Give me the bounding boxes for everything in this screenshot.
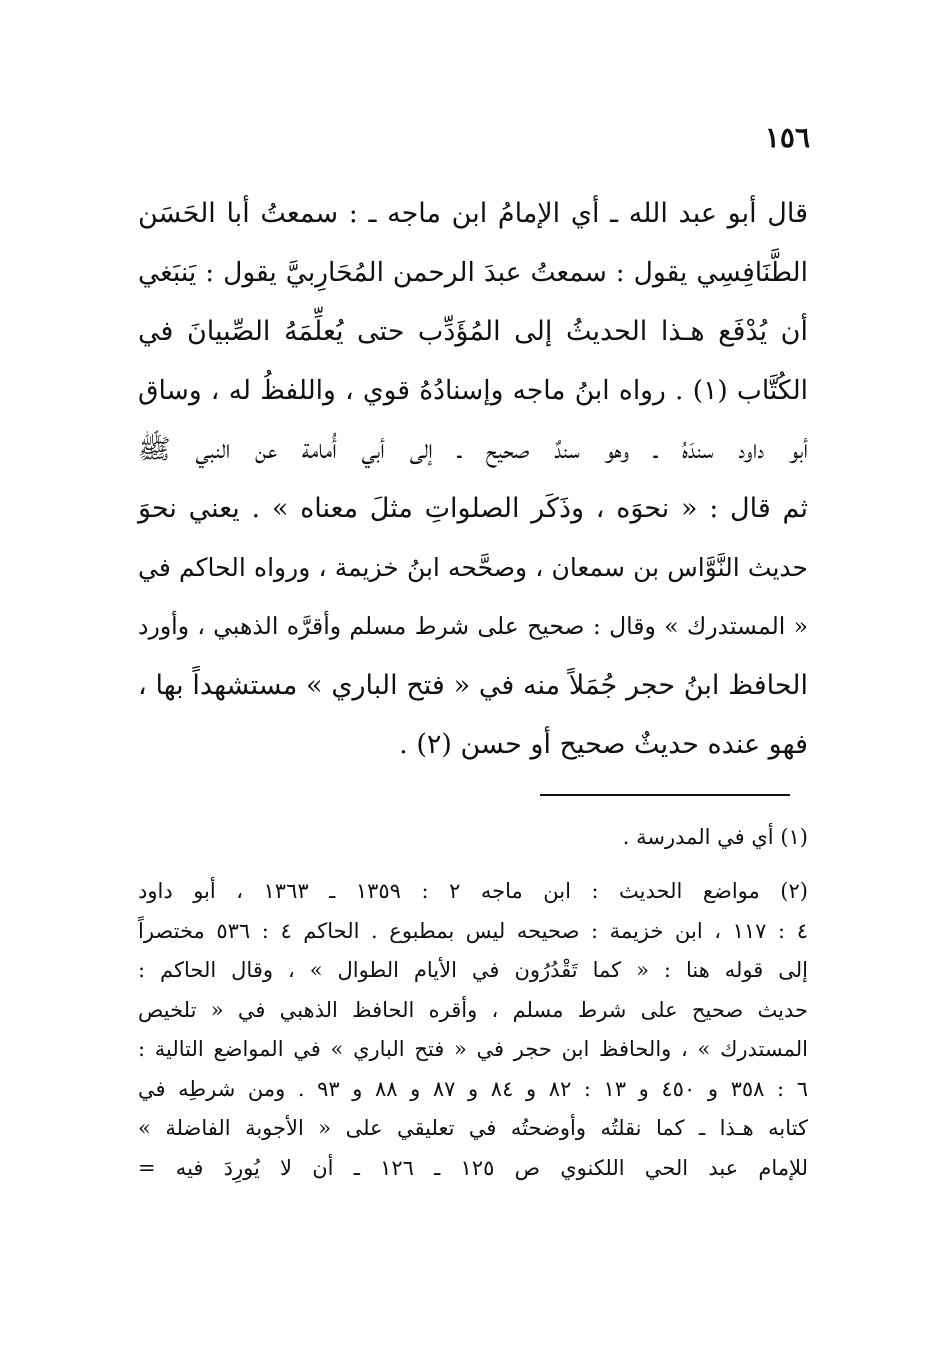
main-text-line: أن يُدْفَع هـذا الحديثُ إلى المُؤَدِّب حتى يُعلِّمَهُ الصِّبيانَ في bbox=[138, 316, 808, 347]
footnote-line: للإمام عبد الحي اللكنوي ص ١٢٥ ـ ١٢٦ ـ أن لا يُورِدَ فيه = bbox=[138, 1155, 808, 1180]
footnote-line: إلى قوله هنا : « كما تَقْدُرُون في الأيام الطوال » ، وقال الحاكم : bbox=[138, 958, 808, 982]
footnote-2 bbox=[138, 872, 808, 1188]
footnote-line: (١) أي في المدرسة . bbox=[622, 825, 808, 849]
main-text-line: حديث النَّوَّاس بن سمعان ، وصحَّحه ابنُ خزيمة ، ورواه الحاكم في bbox=[138, 553, 808, 582]
page-number: ١٥٦ bbox=[764, 121, 810, 154]
footnote-line: حديث صحيح على شرط مسلم ، وأقره الحافظ الذهبي في « تلخيص bbox=[138, 997, 808, 1022]
footnote-line: (٢) مواضع الحديث : ابن ماجه ٢ : ١٣٥٩ ـ ١٣٦٣ ، أبو داود bbox=[138, 879, 808, 903]
main-text-line: الحافظ ابنُ حجر جُمَلاً منه في « فتح الباري » مستشهداً بها ، bbox=[138, 670, 808, 701]
footnote-line: ٦ : ٣٥٨ و ٤٥٠ و ١٣ : ٨٢ و ٨٤ و ٨٧ و ٨٨ و ٩٣ . ومن شرطِه في bbox=[138, 1076, 808, 1101]
footnote-line: كتابه هـذا ـ كما نقلتُه وأوضحتُه في تعليقي على « الأجوبة الفاضلة » bbox=[138, 1116, 808, 1140]
main-text-line: الطَّنَافِسِي يقول : سمعتُ عبدَ الرحمن المُحَارِبيَّ يقول : يَنبَغي bbox=[138, 257, 808, 288]
main-text-line: « المستدرك » وقال : صحيح على شرط مسلم وأقرَّه الذهبي ، وأورد bbox=[138, 612, 808, 640]
footnote-line: المستدرك » ، والحافظ ابن حجر في « فتح الباري » في المواضع التالية : bbox=[138, 1037, 808, 1061]
main-text-line: الكُتَّاب (١) . رواه ابنُ ماجه وإسنادُهُ قوي ، واللفظُ له ، وساق bbox=[138, 375, 809, 406]
main-text bbox=[138, 184, 808, 774]
footnote-line: ٤ : ١١٧ ، ابن خزيمة : صحيحه ليس بمطبوع . الحاكم ٤ : ٥٣٦ مختصراً bbox=[138, 918, 808, 943]
main-text-line: فهو عنده حديثٌ صحيح أو حسن (٢) . bbox=[399, 729, 808, 760]
footnote-separator bbox=[540, 794, 790, 796]
main-text-line: قال أبو عبد الله ـ أي الإمامُ ابن ماجه ـ : سمعتُ أبا الحَسَن bbox=[138, 198, 808, 229]
footnote-1 bbox=[138, 818, 808, 858]
main-text-line: ثم قال : « نحوَه ، وذَكَر الصلواتِ مثلَ معناه » . يعني نحوَ bbox=[138, 493, 808, 524]
main-text-line: أبو داود سندَهُ ـ وهو سندٌ صحيح ـ إلى أبي أُمامة عن النبي ﷺ bbox=[138, 434, 808, 465]
